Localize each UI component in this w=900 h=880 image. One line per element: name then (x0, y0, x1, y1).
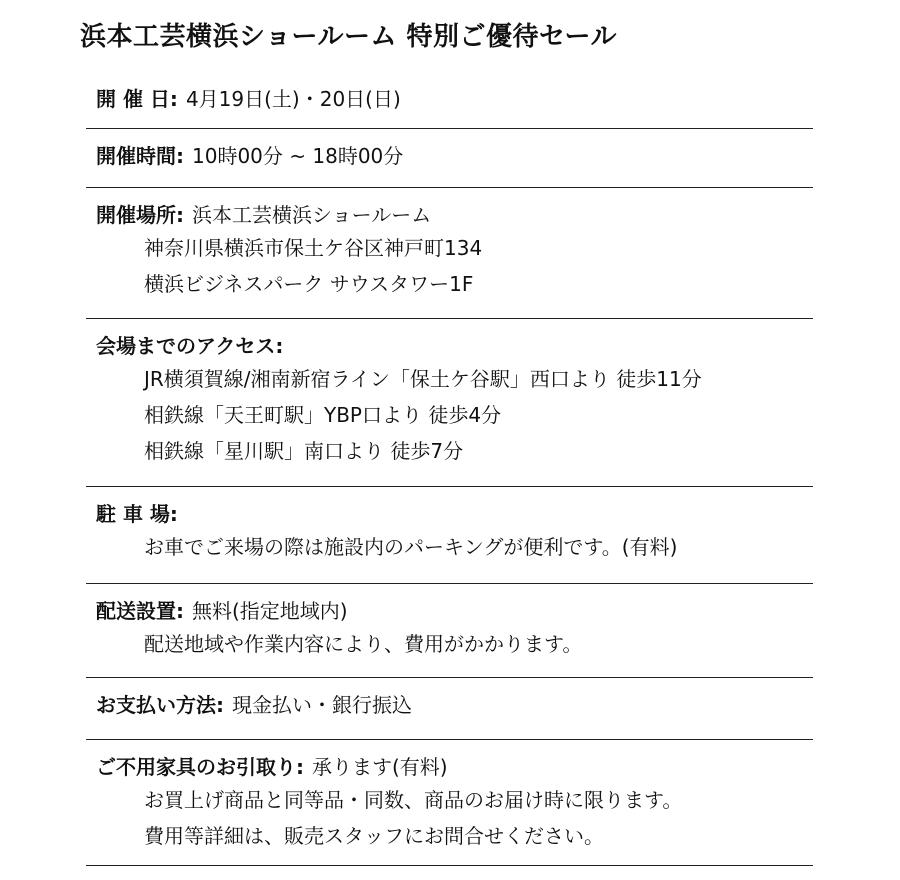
row-label: ご不用家具のお引取り: (96, 755, 304, 779)
row-value: 承ります(有料) (312, 755, 448, 779)
info-row-payment (86, 678, 813, 740)
pickup-note: 費用等詳細は、販売スタッフにお問合せください。 (144, 824, 604, 848)
row-label: お支払い方法: (96, 693, 224, 717)
parking-note: お車でご来場の際は施設内のパーキングが便利です。(有料) (144, 535, 678, 559)
info-row-pickup (86, 740, 813, 866)
info-row-venue (86, 188, 813, 319)
access-route: JR横須賀線/湘南新宿ライン「保土ケ谷駅」西口より 徒歩11分 (144, 367, 702, 391)
info-row-delivery (86, 584, 813, 678)
info-row-date (86, 72, 813, 129)
row-label: 配送設置: (96, 599, 184, 623)
row-value: 10時00分 ~ 18時00分 (192, 144, 404, 168)
row-label: 開 催 日: (96, 87, 178, 111)
row-label: 会場までのアクセス: (96, 334, 284, 358)
row-value: 現金払い・銀行振込 (232, 693, 412, 717)
info-row-parking (86, 487, 813, 584)
venue-building: 横浜ビジネスパーク サウスタワー1F (144, 272, 474, 296)
access-route: 相鉄線「天王町駅」YBP口より 徒歩4分 (144, 403, 502, 427)
row-label: 駐 車 場: (96, 502, 178, 526)
row-value: 4月19日(土)・20日(日) (185, 87, 401, 111)
row-label: 開催場所: (96, 203, 184, 227)
info-row-access (86, 319, 813, 487)
row-value: 無料(指定地域内) (192, 599, 348, 623)
venue-address: 神奈川県横浜市保土ケ谷区神戸町134 (144, 236, 483, 260)
info-row-time (86, 129, 813, 188)
pickup-note: お買上げ商品と同等品・同数、商品のお届け時に限ります。 (144, 788, 683, 812)
event-info-table (86, 72, 813, 866)
row-label: 開催時間: (96, 144, 184, 168)
access-route: 相鉄線「星川駅」南口より 徒歩7分 (144, 439, 464, 463)
row-value: 浜本工芸横浜ショールーム (192, 203, 432, 227)
page-title: 浜本工芸横浜ショールーム 特別ご優待セール (80, 22, 617, 52)
delivery-note: 配送地域や作業内容により、費用がかかります。 (144, 632, 583, 656)
